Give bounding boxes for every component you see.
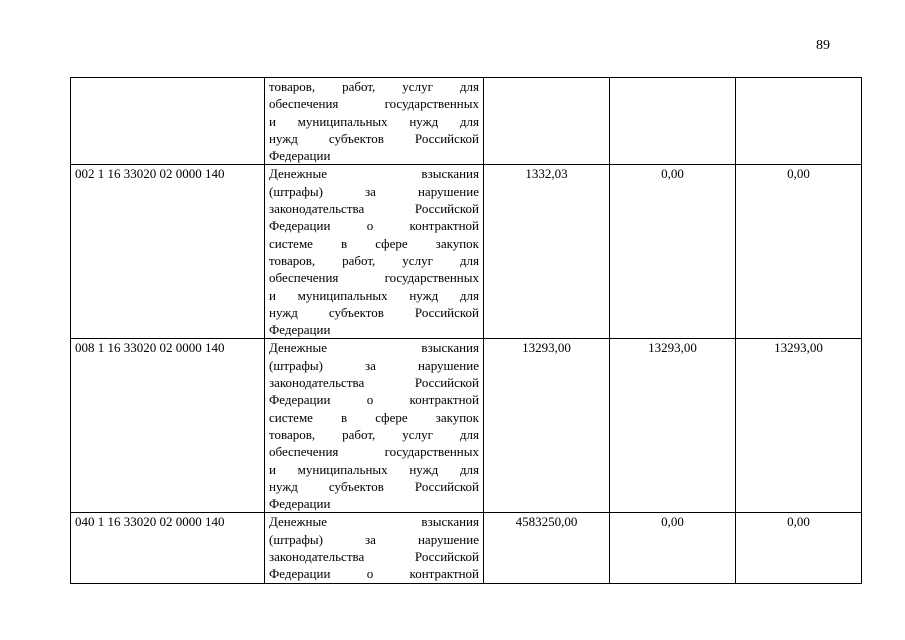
description-line: законодательства Российской [269, 375, 479, 391]
cell-value-3 [736, 78, 862, 165]
description-line: нужд субъектов Российской [269, 478, 479, 494]
cell-value-1: 13293,00 [484, 339, 610, 513]
table-body [71, 78, 862, 584]
cell-code: 002 1 16 33020 02 0000 140 [71, 165, 265, 339]
budget-table [70, 77, 862, 584]
cell-value-3: 0,00 [736, 513, 862, 583]
cell-code: 008 1 16 33020 02 0000 140 [71, 339, 265, 513]
cell-value-3: 0,00 [736, 165, 862, 339]
description-line: обеспечения государственных [269, 270, 479, 286]
table-row-continuation [71, 78, 862, 165]
description-line: и муниципальных нужд для [269, 287, 479, 303]
cell-description [265, 165, 484, 339]
cell-value-3: 13293,00 [736, 339, 862, 513]
cell-value-1: 1332,03 [484, 165, 610, 339]
cell-description [265, 78, 484, 165]
description-line: Федерации о контрактной [269, 218, 479, 234]
description-line: Федерации о контрактной [269, 392, 479, 408]
description-line: Федерации о контрактной [269, 566, 479, 582]
cell-value-1: 4583250,00 [484, 513, 610, 583]
description-line: Федерации [269, 496, 331, 512]
description-line: (штрафы) за нарушение [269, 357, 479, 373]
table-row [71, 513, 862, 583]
description-line: нужд субъектов Российской [269, 304, 479, 320]
description-line: Федерации [269, 322, 331, 338]
description-line: и муниципальных нужд для [269, 461, 479, 477]
table-row [71, 165, 862, 339]
cell-value-2: 0,00 [610, 513, 736, 583]
page-number: 89 [816, 38, 830, 53]
description-line: товаров, работ, услуг для [269, 79, 479, 94]
cell-value-2: 13293,00 [610, 339, 736, 513]
cell-value-2: 0,00 [610, 165, 736, 339]
description-line: законодательства Российской [269, 549, 479, 565]
cell-description [265, 339, 484, 513]
cell-value-2 [610, 78, 736, 165]
description-line: (штрафы) за нарушение [269, 183, 479, 199]
description-line: Денежные взыскания [269, 340, 479, 356]
description-line: обеспечения государственных [269, 96, 479, 112]
cell-code: 040 1 16 33020 02 0000 140 [71, 513, 265, 583]
description-line: системе в сфере закупок [269, 409, 479, 425]
description-line: (штрафы) за нарушение [269, 531, 479, 547]
cell-value-1 [484, 78, 610, 165]
cell-description [265, 513, 484, 583]
description-line: обеспечения государственных [269, 444, 479, 460]
description-line: и муниципальных нужд для [269, 113, 479, 129]
cell-code [71, 78, 265, 165]
description-line: Денежные взыскания [269, 166, 479, 182]
table-row [71, 339, 862, 513]
description-line: законодательства Российской [269, 201, 479, 217]
description-line: Федерации [269, 148, 331, 164]
description-line: нужд субъектов Российской [269, 130, 479, 146]
description-line: Денежные взыскания [269, 514, 479, 530]
description-line: товаров, работ, услуг для [269, 426, 479, 442]
description-line: системе в сфере закупок [269, 235, 479, 251]
description-line: товаров, работ, услуг для [269, 252, 479, 268]
